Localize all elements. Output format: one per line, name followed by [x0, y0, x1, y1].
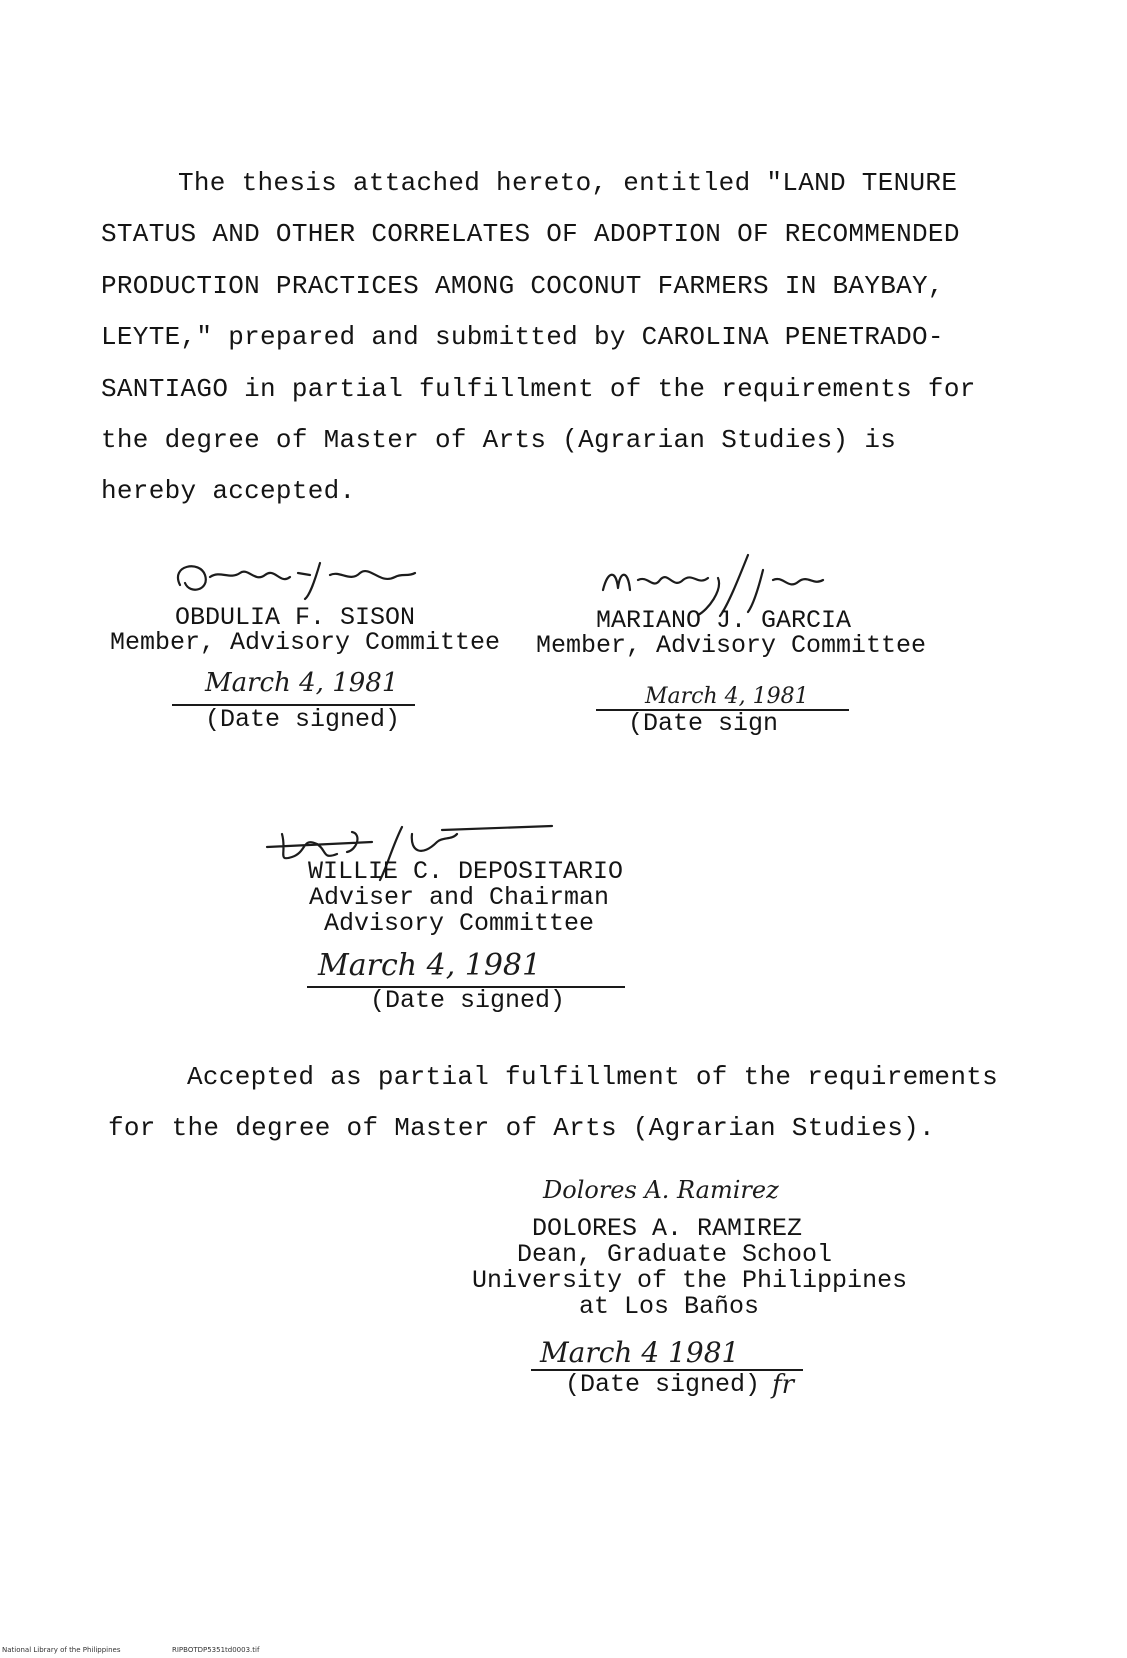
handwritten-signature-sison: [170, 555, 420, 605]
signatory-role: at Los Baños: [579, 1292, 760, 1321]
intro-line: LEYTE," prepared and submitted by CAROLINA PENETRADO-: [101, 322, 944, 352]
signatory-role: Member, Advisory Committee: [536, 631, 927, 660]
date-label: (Date signed): [370, 986, 566, 1015]
handwritten-date: March 4 1981: [540, 1336, 740, 1369]
handwritten-date: March 4, 1981: [318, 948, 542, 983]
signatory-name: OBDULIA F. SISON: [175, 603, 416, 632]
signatory-role: Member, Advisory Committee: [110, 628, 501, 657]
intro-line: PRODUCTION PRACTICES AMONG COCONUT FARMERS IN BAYBAY,: [101, 271, 944, 301]
date-label: (Date sign: [628, 709, 779, 738]
signatory-role: University of the Philippines: [472, 1266, 908, 1295]
handwritten-date: March 4, 1981: [645, 684, 809, 709]
signatory-name: WILLIE C. DEPOSITARIO: [308, 857, 624, 886]
intro-line: the degree of Master of Arts (Agrarian Studies) is: [101, 425, 897, 455]
date-label: (Date signed): [565, 1370, 761, 1399]
footer-filename: RIPBOTDP5351td0003.tif: [172, 1646, 260, 1654]
handwritten-signature-ramirez: Dolores A. Ramirez: [543, 1176, 779, 1204]
date-label: (Date signed): [205, 705, 401, 734]
footer-library-label: National Library of the Philippines: [2, 1646, 121, 1654]
signatory-role: Dean, Graduate School: [517, 1240, 833, 1269]
acceptance-line: Accepted as partial fulfillment of the requirements: [187, 1062, 999, 1092]
signatory-name: DOLORES A. RAMIREZ: [532, 1214, 803, 1243]
signatory-role: Advisory Committee: [324, 909, 595, 938]
intro-line: SANTIAGO in partial fulfillment of the requirements for: [101, 374, 976, 404]
handwritten-date: March 4, 1981: [205, 668, 399, 698]
intro-line: hereby accepted.: [101, 476, 356, 506]
intro-line: STATUS AND OTHER CORRELATES OF ADOPTION OF RECOMMENDED: [101, 219, 960, 249]
acceptance-line: for the degree of Master of Arts (Agrarian Studies).: [108, 1113, 935, 1143]
intro-line: The thesis attached hereto, entitled "LAND TENURE: [178, 168, 958, 198]
handwritten-initials: fr: [772, 1370, 795, 1400]
signatory-role: Adviser and Chairman: [309, 883, 610, 912]
signatory-name: MARIANO J. GARCIA: [596, 606, 852, 635]
